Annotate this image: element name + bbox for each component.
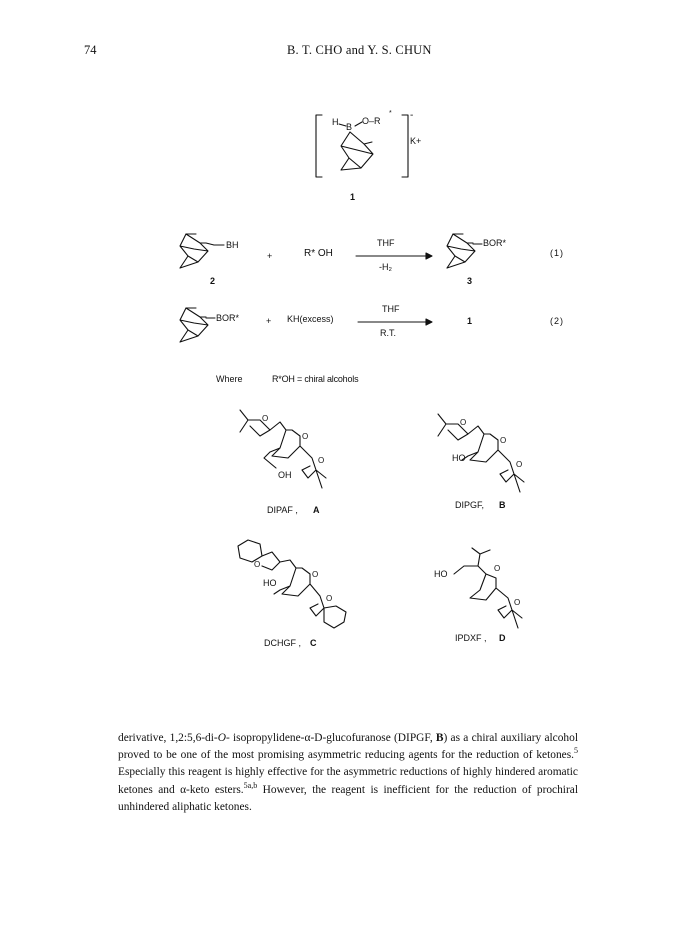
ring-o-a3: O xyxy=(318,456,325,465)
bor-group-product: BOR* xyxy=(483,238,507,248)
anion-charge: - xyxy=(410,110,414,121)
atom-b: B xyxy=(346,122,353,132)
equation-number-2: (2) xyxy=(550,316,564,326)
substituent-b: HO xyxy=(452,453,466,463)
reference-5ab: 5a,b xyxy=(243,780,258,790)
body-paragraph xyxy=(118,730,578,816)
condition-thf-2: THF xyxy=(382,304,400,314)
ring-o-b2: O xyxy=(500,436,507,445)
page-number: 74 xyxy=(84,43,97,57)
body-text-5: However, the reagent is inefficient for the reduction of prochiral unhindered aliphatic ketones. xyxy=(118,783,578,813)
potassium-hydride: KH(excess) xyxy=(287,314,334,324)
where-label: Where xyxy=(216,374,243,384)
ring-o-c2: O xyxy=(312,570,319,579)
compound-label-3: 3 xyxy=(467,276,473,286)
atom-h: H xyxy=(332,117,339,127)
ring-o-d2: O xyxy=(514,598,521,607)
compound-label-2: 2 xyxy=(210,276,216,286)
chiral-star: * xyxy=(389,110,392,117)
body-text-2: - isopropylidene-α-D-glucofuranose (DIPGF, xyxy=(225,732,436,744)
body-text-4: Especially this reagent is highly effective for the asymmetric reductions of highly hindered aromatic ketones and α-keto esters. xyxy=(118,766,578,796)
counter-ion: K+ xyxy=(410,136,422,146)
plus-sign-2: + xyxy=(266,316,272,326)
reference-5: 5 xyxy=(574,746,578,756)
condition-thf-1: THF xyxy=(377,238,395,248)
body-text-3: ) as a chiral auxiliary alcohol proved to be one of the most promising asymmetric reducing agents for the reduction of ketones. xyxy=(118,732,578,762)
chiral-alcohol: R* OH xyxy=(304,248,333,259)
structure-name-d: IPDXF , xyxy=(455,633,487,643)
body-text-1: derivative, 1,2:5,6-di- xyxy=(118,732,218,744)
structure-name-b: DIPGF, xyxy=(455,500,485,510)
substituent-c: HO xyxy=(263,578,277,588)
body-italic-o: O xyxy=(217,732,226,744)
compound-label-1: 1 xyxy=(350,192,356,202)
structure-name-c: DCHGF , xyxy=(264,638,301,648)
body-bold-b: B xyxy=(435,732,444,744)
bh-group: BH xyxy=(226,240,239,250)
ring-o-a2: O xyxy=(302,432,309,441)
plus-sign-1: + xyxy=(267,251,273,261)
structure-letter-d: D xyxy=(499,633,506,643)
running-header-authors: B. T. CHO and Y. S. CHUN xyxy=(287,43,432,57)
ring-o-a1: O xyxy=(262,414,269,423)
condition-room-temp: R.T. xyxy=(380,328,397,338)
equation-number-1: (1) xyxy=(550,248,564,258)
ring-o-c3: O xyxy=(326,594,333,603)
where-definition: R*OH = chiral alcohols xyxy=(272,374,359,384)
structure-name-a: DIPAF , xyxy=(267,505,298,515)
structure-letter-b: B xyxy=(499,500,506,510)
product-label-1: 1 xyxy=(467,316,473,326)
atom-o-r: O–R xyxy=(362,116,381,126)
structure-letter-c: C xyxy=(310,638,317,648)
ring-o-b3: O xyxy=(516,460,523,469)
ring-o-d1: O xyxy=(494,564,501,573)
ring-o-b1: O xyxy=(460,418,467,427)
substituent-d: HO xyxy=(434,569,448,579)
structure-letter-a: A xyxy=(313,505,320,515)
bor-group-reagent: BOR* xyxy=(216,313,240,323)
substituent-a: OH xyxy=(278,470,292,480)
condition-minus-h2: -H₂ xyxy=(379,262,392,272)
ring-o-c1: O xyxy=(254,560,261,569)
